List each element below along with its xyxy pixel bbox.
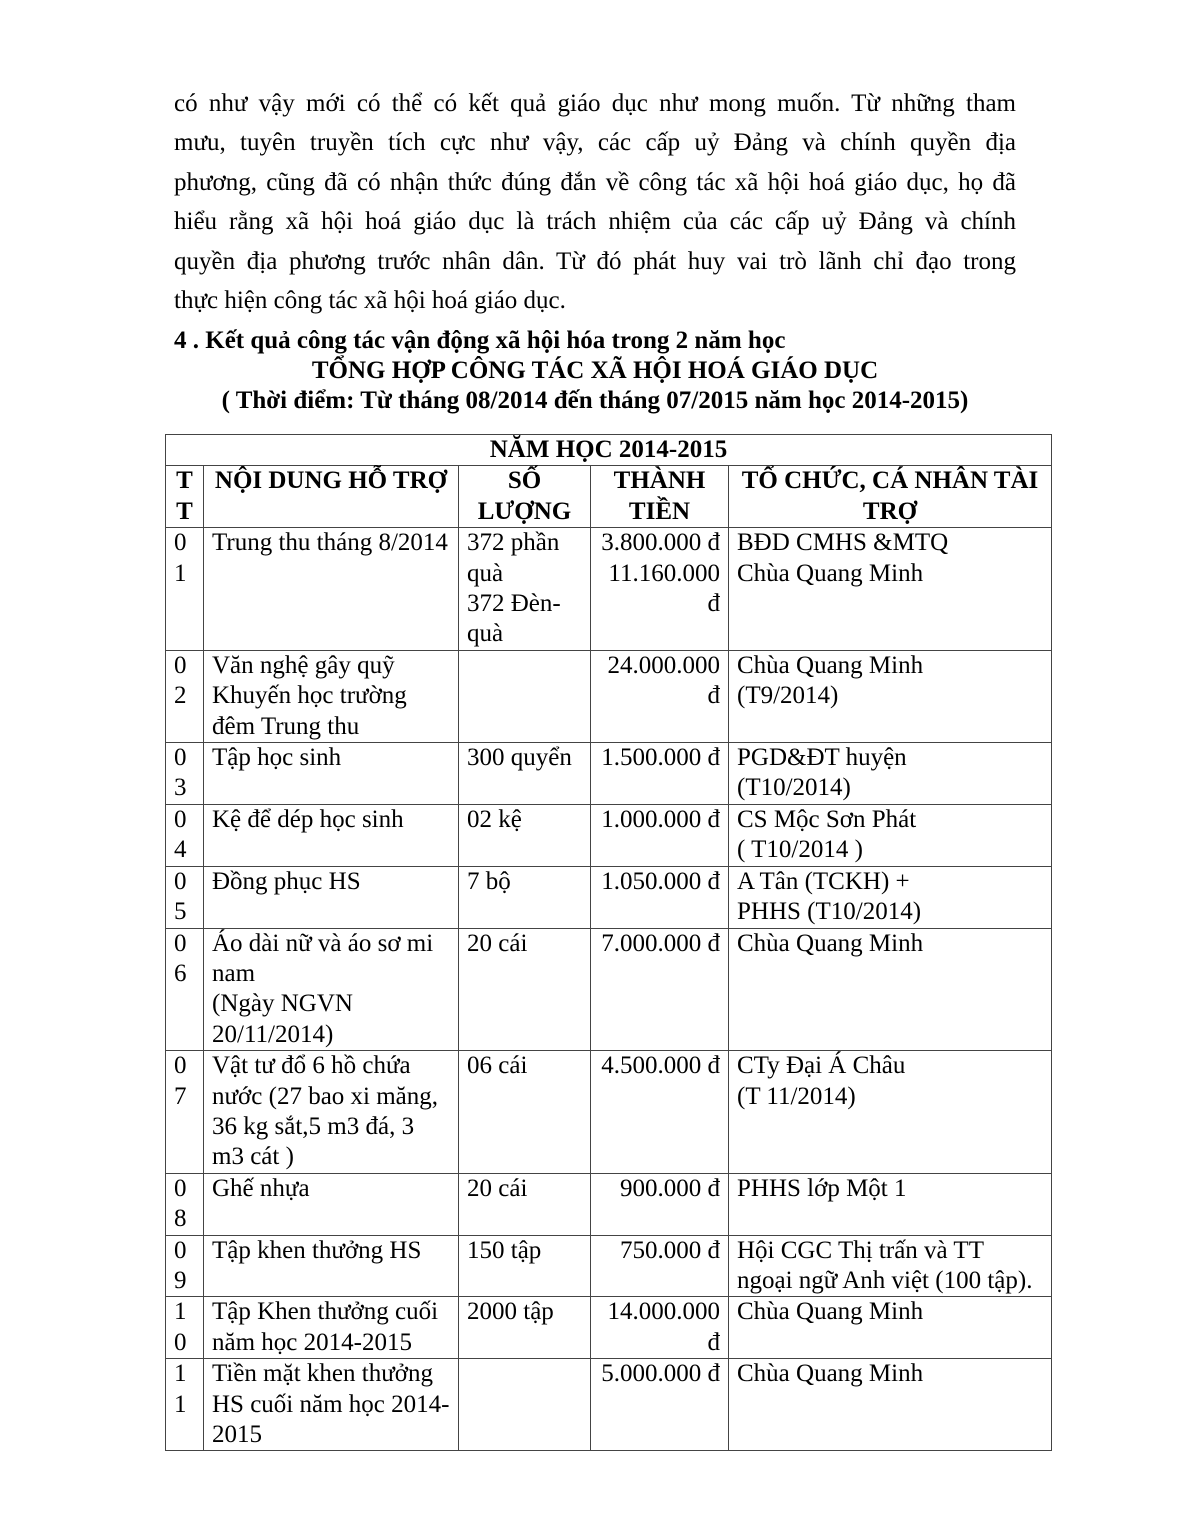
paragraph-line: có như vậy mới có thể có kết quả giáo dục như mong muốn. Từ những tham <box>174 90 1016 117</box>
cell-tt: 06 <box>166 928 204 1051</box>
cell-to-chuc <box>729 743 1052 805</box>
cell-so-luong <box>459 1235 591 1297</box>
cell-line: Chùa Quang Minh <box>737 1298 924 1326</box>
cell-line: ( T10/2014 ) <box>737 836 863 864</box>
cell-tt: 05 <box>166 866 204 928</box>
cell-thanh-tien <box>591 928 729 1051</box>
cell-line: CTy Đại Á Châu <box>737 1052 906 1080</box>
cell-line: (T10/2014) <box>737 774 851 802</box>
cell-line: Chùa Quang Minh <box>737 559 924 587</box>
cell-thanh-tien <box>591 1173 729 1235</box>
table-row <box>166 528 1052 651</box>
cell-line: BĐD CMHS &MTQ <box>737 529 949 557</box>
cell-noi-dung <box>204 650 459 742</box>
cell-thanh-tien <box>591 1051 729 1174</box>
cell-line: 372 Đèn-quà <box>467 590 561 648</box>
column-header-so-luong: SỐ LƯỢNG <box>459 466 591 528</box>
cell-line: 14.000.000 đ <box>607 1298 720 1356</box>
cell-tt: 03 <box>166 743 204 805</box>
cell-to-chuc <box>729 1173 1052 1235</box>
cell-line: Vật tư đổ 6 hồ chứa nước (27 bao xi măng, 36 kg sắt,5 m3 đá, 3 m3 cát ) <box>212 1052 439 1171</box>
cell-noi-dung <box>204 1051 459 1174</box>
column-header-tt: TT <box>166 466 204 528</box>
table-row <box>166 743 1052 805</box>
cell-line: 1.000.000 đ <box>601 805 720 833</box>
cell-thanh-tien <box>591 1235 729 1297</box>
cell-so-luong <box>459 1173 591 1235</box>
table-row <box>166 1359 1052 1451</box>
cell-thanh-tien <box>591 866 729 928</box>
cell-line: 900.000 đ <box>620 1174 720 1202</box>
cell-line: Văn nghệ gây quỹ Khuyến học trường đêm Trung thu <box>212 651 407 740</box>
cell-noi-dung <box>204 1359 459 1451</box>
paragraph-line: phương, cũng đã có nhận thức đúng đắn về công tác xã hội hoá giáo dục, họ đã <box>174 168 1016 196</box>
cell-tt: 01 <box>166 528 204 651</box>
cell-line: 1.500.000 đ <box>601 744 720 772</box>
cell-to-chuc <box>729 650 1052 742</box>
table-body <box>166 528 1052 1451</box>
cell-line: Tiền mặt khen thưởng HS cuối năm học 2014-2015 <box>212 1360 450 1448</box>
cell-line: Áo dài nữ và áo sơ mi nam <box>212 929 434 987</box>
cell-line: PGD&ĐT huyện <box>737 744 907 772</box>
cell-to-chuc <box>729 1051 1052 1174</box>
table-row <box>166 1051 1052 1174</box>
cell-line: CS Mộc Sơn Phát <box>737 805 917 833</box>
paragraph-line: hiểu rằng xã hội hoá giáo dục là trách nhiệm của các cấp uỷ Đảng và chính <box>174 208 1016 236</box>
cell-tt: 07 <box>166 1051 204 1174</box>
cell-thanh-tien <box>591 650 729 742</box>
cell-line: Trung thu tháng 8/2014 <box>212 529 448 557</box>
cell-line: Chùa Quang Minh <box>737 651 924 679</box>
cell-so-luong <box>459 928 591 1051</box>
cell-line: 750.000 đ <box>620 1236 720 1264</box>
cell-thanh-tien <box>591 1297 729 1359</box>
cell-tt: 02 <box>166 650 204 742</box>
cell-line: 24.000.000 đ <box>607 651 720 710</box>
table-row <box>166 804 1052 866</box>
table-row <box>166 866 1052 928</box>
cell-line: (T9/2014) <box>737 682 839 710</box>
cell-line: Chùa Quang Minh <box>737 1360 924 1388</box>
cell-line: 372 phần quà <box>467 529 560 587</box>
column-header-thanh-tien: THÀNH TIỀN <box>591 466 729 528</box>
cell-so-luong <box>459 1359 591 1451</box>
column-header-to-chuc: TỔ CHỨC, CÁ NHÂN TÀI TRỢ <box>729 466 1052 528</box>
section-heading: 4 . Kết quả công tác vận động xã hội hóa trong 2 năm học <box>174 327 786 354</box>
column-header-noi-dung: NỘI DUNG HỖ TRỢ <box>204 466 459 528</box>
cell-line: Hội CGC Thị trấn và TT ngoại ngữ Anh việt (100 tập). <box>737 1236 1033 1294</box>
cell-line: 7.000.000 đ <box>601 929 720 957</box>
year-header: NĂM HỌC 2014-2015 <box>166 435 1052 466</box>
table-row <box>166 928 1052 1051</box>
table-row <box>166 650 1052 742</box>
cell-to-chuc <box>729 1359 1052 1451</box>
cell-line: 11.160.000 đ <box>608 559 720 618</box>
cell-to-chuc <box>729 928 1052 1051</box>
cell-line: PHHS (T10/2014) <box>737 898 922 926</box>
cell-line: 300 quyển <box>467 744 572 772</box>
cell-so-luong <box>459 804 591 866</box>
cell-line: 06 cái <box>467 1052 528 1080</box>
cell-to-chuc <box>729 1235 1052 1297</box>
cell-line: 20 cái <box>467 1174 528 1202</box>
cell-line: Kệ để dép học sinh <box>212 805 404 833</box>
cell-tt: 10 <box>166 1297 204 1359</box>
cell-so-luong <box>459 528 591 651</box>
table-subtitle: ( Thời điểm: Từ tháng 08/2014 đến tháng 07/2015 năm học 2014-2015) <box>221 387 969 414</box>
cell-line: 150 tập <box>467 1236 542 1264</box>
sponsorship-table <box>165 434 1052 1451</box>
cell-line: Tập Khen thưởng cuối năm học 2014-2015 <box>212 1298 439 1356</box>
paragraph-line: quyền địa phương trước nhân dân. Từ đó phát huy vai trò lãnh chỉ đạo trong <box>174 247 1016 275</box>
cell-line: 20 cái <box>467 929 528 957</box>
cell-noi-dung <box>204 928 459 1051</box>
cell-thanh-tien <box>591 528 729 651</box>
cell-to-chuc <box>729 866 1052 928</box>
cell-tt: 08 <box>166 1173 204 1235</box>
cell-line: 7 bộ <box>467 867 511 895</box>
cell-line: 02 kệ <box>467 805 522 833</box>
paragraph-line: thực hiện công tác xã hội hoá giáo dục. <box>174 286 566 314</box>
cell-line: Tập học sinh <box>212 744 342 772</box>
cell-line: (T 11/2014) <box>737 1082 856 1110</box>
table-row <box>166 1297 1052 1359</box>
cell-line: PHHS lớp Một 1 <box>737 1174 907 1202</box>
cell-line: 5.000.000 đ <box>601 1360 720 1388</box>
cell-tt: 11 <box>166 1359 204 1451</box>
cell-line: (Ngày NGVN 20/11/2014) <box>212 990 353 1048</box>
cell-so-luong <box>459 866 591 928</box>
cell-noi-dung <box>204 743 459 805</box>
cell-so-luong <box>459 650 591 742</box>
cell-tt: 09 <box>166 1235 204 1297</box>
cell-line: Ghế nhựa <box>212 1174 310 1202</box>
cell-line: 2000 tập <box>467 1298 554 1326</box>
cell-so-luong <box>459 1051 591 1174</box>
table-title: TỔNG HỢP CÔNG TÁC XÃ HỘI HOÁ GIÁO DỤC <box>311 357 879 384</box>
cell-so-luong <box>459 1297 591 1359</box>
cell-noi-dung <box>204 1235 459 1297</box>
cell-to-chuc <box>729 1297 1052 1359</box>
cell-line: A Tân (TCKH) + <box>737 867 910 895</box>
cell-line: Chùa Quang Minh <box>737 929 924 957</box>
cell-to-chuc <box>729 804 1052 866</box>
cell-noi-dung <box>204 866 459 928</box>
cell-noi-dung <box>204 804 459 866</box>
cell-noi-dung <box>204 528 459 651</box>
cell-noi-dung <box>204 1297 459 1359</box>
cell-line: 4.500.000 đ <box>601 1052 720 1080</box>
paragraph-line: mưu, tuyên truyền tích cực như vậy, các cấp uỷ Đảng và chính quyền địa <box>174 129 1016 157</box>
cell-thanh-tien <box>591 804 729 866</box>
cell-noi-dung <box>204 1173 459 1235</box>
table-row <box>166 1235 1052 1297</box>
cell-tt: 04 <box>166 804 204 866</box>
cell-so-luong <box>459 743 591 805</box>
cell-line: 1.050.000 đ <box>601 867 720 895</box>
body-paragraph <box>174 84 1016 320</box>
cell-line: 3.800.000 đ <box>601 529 720 557</box>
cell-line: Đồng phục HS <box>212 867 361 895</box>
table-row <box>166 1173 1052 1235</box>
cell-to-chuc <box>729 528 1052 651</box>
cell-thanh-tien <box>591 743 729 805</box>
cell-thanh-tien <box>591 1359 729 1451</box>
cell-line: Tập khen thưởng HS <box>212 1236 422 1264</box>
